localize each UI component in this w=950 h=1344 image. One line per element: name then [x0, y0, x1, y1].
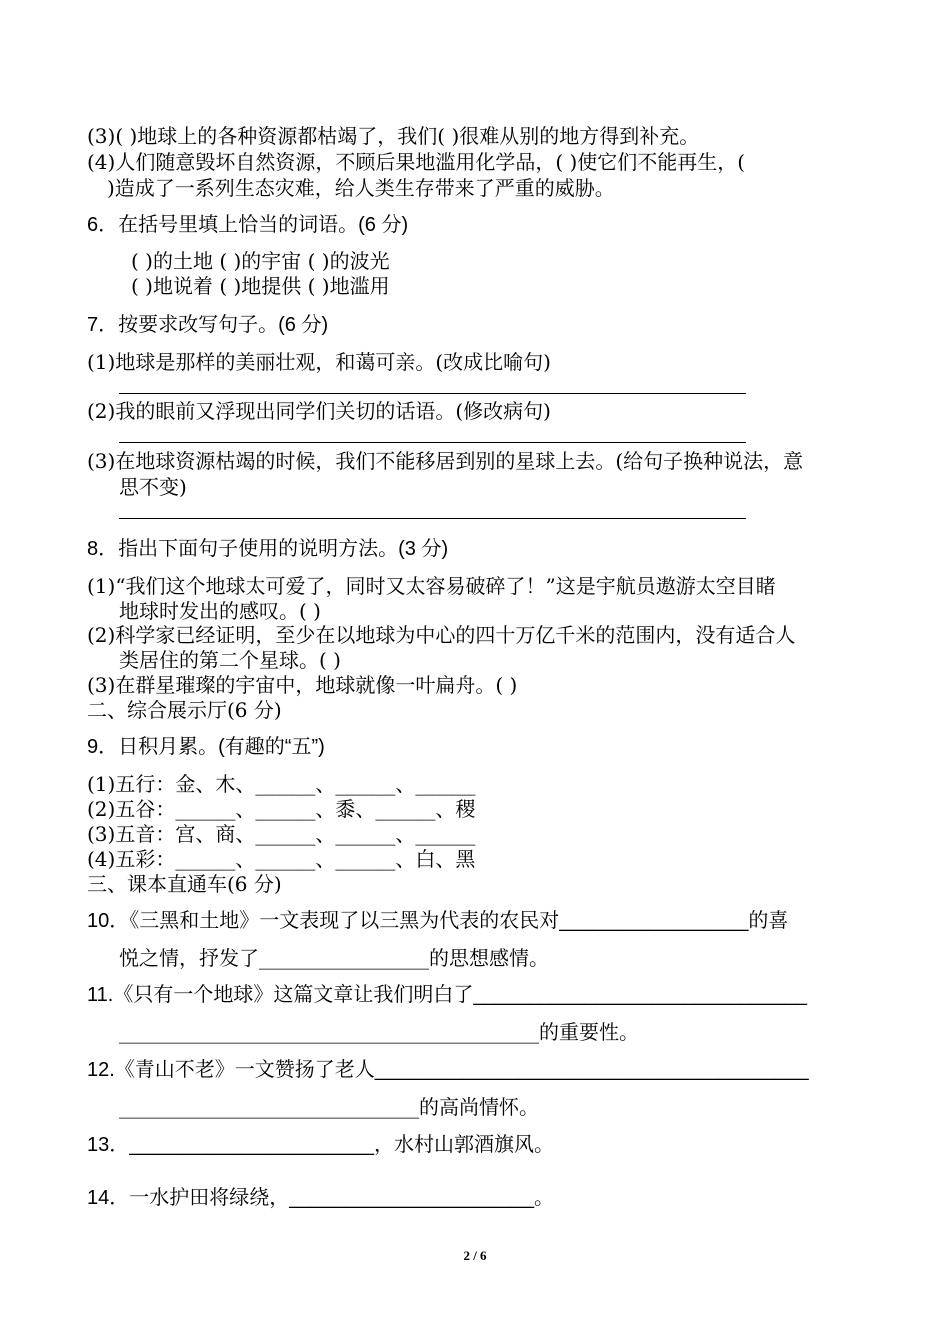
- q9-item-2: (2)五谷：______、______、黍、______、稷: [87, 797, 476, 821]
- q9-item-3: (3)五音：宫、商、______、______、______: [87, 822, 476, 846]
- q12-line-2: ______________________________的高尚情怀。: [119, 1095, 539, 1119]
- q6-title: 6．在括号里填上恰当的词语。(6 分): [87, 214, 409, 236]
- q7-sentence-2: (2)我的眼前又浮现出同学们关切的话语。(修改病句): [87, 399, 551, 423]
- q11-line-2: __________________________________________的重要性。: [119, 1020, 639, 1044]
- q10-line-1: 10．《三黑和土地》一文表现了以三黑为代表的农民对_________________的喜: [87, 910, 789, 932]
- q11-line-1: 11.《只有一个地球》这篇文章让我们明白了______________________________: [87, 984, 808, 1006]
- page-number: 2 / 6: [463, 1248, 487, 1263]
- q6-row-1: ( )的土地 ( )的宇宙 ( )的波光: [131, 249, 390, 273]
- q14-line: 14．一水护田将绿绕，______________________。: [87, 1187, 554, 1209]
- q5-sentence-4a: (4)人们随意毁坏自然资源，不顾后果地滥用化学品，( )使它们不能再生，(: [87, 150, 746, 174]
- q7-answer-line-1: [119, 393, 746, 394]
- q8-sentence-2a: (2)科学家已经证明，至少在以地球为中心的四十万亿千米的范围内，没有适合人: [87, 623, 796, 647]
- q7-answer-line-2: [119, 442, 746, 443]
- q8-sentence-1b: 地球时发出的感叹。( ): [119, 599, 321, 623]
- q5-sentence-3: (3)( )地球上的各种资源都枯竭了，我们( )很难从别的地方得到补充。: [87, 124, 700, 148]
- q5-sentence-4b: )造成了一系列生态灾难，给人类生存带来了严重的威胁。: [107, 176, 615, 200]
- q12-line-1: 12.《青山不老》一文赞扬了老人_______________________________________: [87, 1059, 809, 1081]
- q7-title: 7．按要求改写句子。(6 分): [87, 314, 329, 336]
- q7-sentence-3a: (3)在地球资源枯竭的时候，我们不能移居到别的星球上去。(给句子换种说法，意: [87, 449, 804, 473]
- q7-sentence-3b: 思不变): [119, 475, 187, 499]
- q9-item-4: (4)五彩：______、______、______、白、黑: [87, 847, 476, 871]
- q7-sentence-1: (1)地球是那样的美丽壮观，和蔼可亲。(改成比喻句): [87, 350, 551, 374]
- q8-sentence-1a: (1)“我们这个地球太可爱了，同时又太容易破碎了！”这是宇航员遨游太空目睹: [87, 574, 776, 598]
- q8-sentence-2b: 类居住的第二个星球。( ): [119, 648, 341, 672]
- q10-line-2: 悦之情，抒发了_________________的思想感情。: [119, 946, 549, 970]
- q8-sentence-3: (3)在群星璀璨的宇宙中，地球就像一叶扁舟。( ): [87, 673, 518, 697]
- q9-title: 9．日积月累。(有趣的“五”): [87, 736, 325, 758]
- q7-answer-line-3: [119, 518, 746, 519]
- q9-item-1: (1)五行：金、木、______、______、______: [87, 772, 476, 796]
- section-2-heading: 二、综合展示厅(6 分): [87, 698, 282, 722]
- q8-title: 8．指出下面句子使用的说明方法。(3 分): [87, 538, 449, 560]
- section-3-heading: 三、课本直通车(6 分): [87, 872, 282, 896]
- q6-row-2: ( )地说着 ( )地提供 ( )地滥用: [131, 274, 390, 298]
- q13-line: 13．______________________，水村山郭酒旗风。: [87, 1134, 554, 1156]
